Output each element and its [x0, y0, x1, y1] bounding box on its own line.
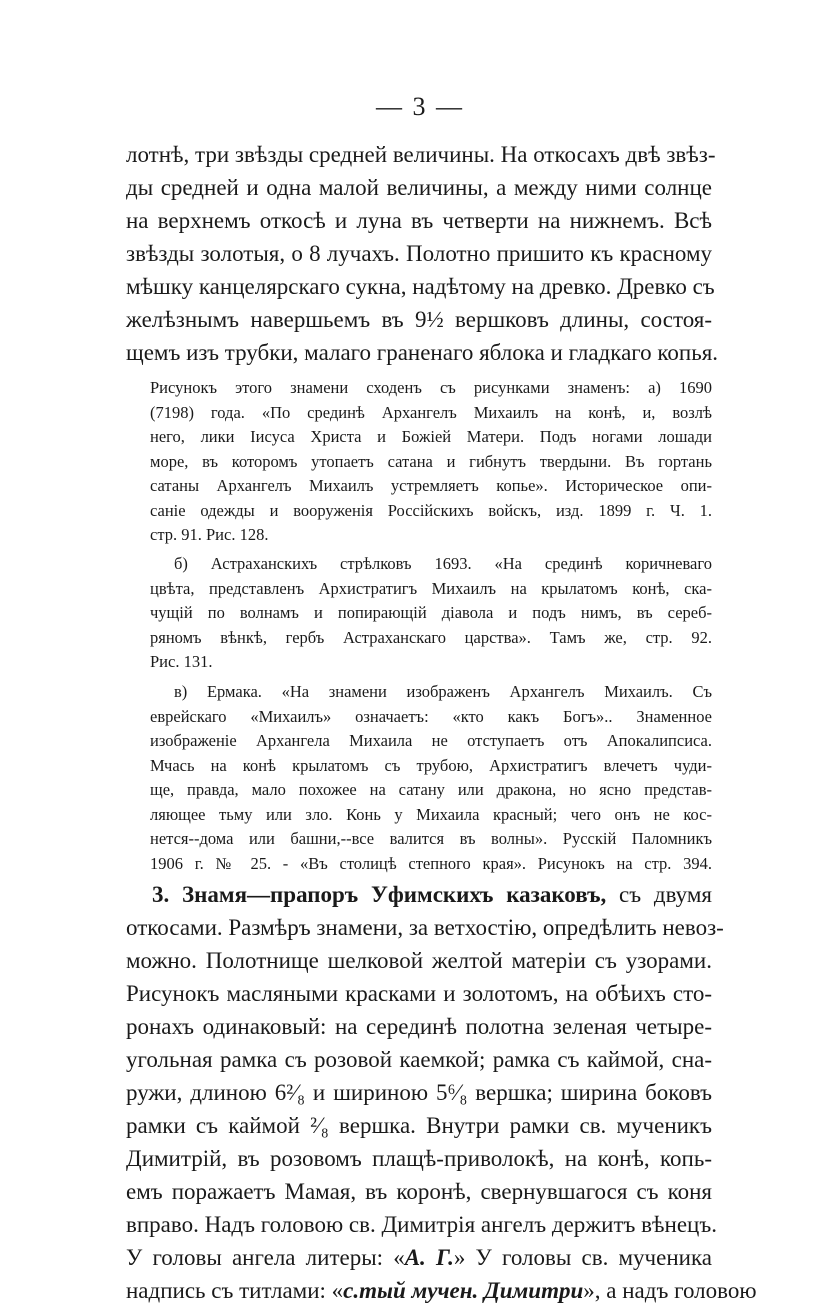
text-line: саніе одежды и вооруженія Россійскихъ войскъ, изд. 1899 г. Ч. 1.	[150, 500, 712, 520]
italic-letters: А. Г.	[404, 1245, 454, 1270]
text-line: ще, правда, мало похожее на сатану или дракона, но ясно представ-	[150, 780, 712, 799]
text-line: вправо. Надъ головою св. Димитрія ангелъ держитъ вѣнецъ.	[126, 1212, 717, 1237]
text-line: чущій по волнамъ и попирающій діавола и подъ нимъ, въ сереб-	[150, 603, 712, 622]
italic-inscription: с.тый мучен. Димитри	[343, 1278, 584, 1303]
text-line: в) Ермака. «На знамени изображенъ Архангелъ Михаилъ. Съ	[174, 682, 712, 701]
text-line: (7198) года. «По срединѣ Архангелъ Михаилъ на конѣ, и, возлѣ	[150, 402, 712, 422]
text-line: б) Астраханскихъ стрѣлковъ 1693. «На срединѣ коричневаго	[174, 554, 712, 573]
text-line: мѣшку канцелярскаго сукна, надѣтому на древко. Древко съ	[126, 274, 715, 299]
text-line: лотнѣ, три звѣзды средней величины. На откосахъ двѣ звѣз-	[126, 142, 716, 167]
text-line: желѣзнымъ навершьемъ въ 9½ вершковъ длины, состоя-	[126, 307, 712, 332]
text-line: море, въ которомъ утопаетъ сатана и гибнутъ твердыни. Въ гортань	[150, 451, 712, 471]
text-line: угольная рамка съ розовой каемкой; рамка съ каймой, сна-	[126, 1047, 712, 1072]
text-line: ружи, длиною 6²⁄₈ и шириною 5⁶⁄₈ вершка; ширина боковъ	[126, 1080, 712, 1105]
text-run: » У головы св. мученика	[453, 1245, 712, 1270]
text-line: него, лики Іисуса Христа и Божіей Матери. Подъ ногами лошади	[150, 427, 712, 446]
text-line: емъ поражаетъ Мамая, въ коронѣ, свернувшагося съ коня	[126, 1179, 712, 1204]
text-line: еврейскаго «Михаилъ» означаетъ: «кто какъ Богъ».. Знаменное	[150, 706, 712, 726]
text-line: стр. 91. Рис. 128.	[150, 525, 269, 544]
text-line: сатаны Архангелъ Михаилъ устремляетъ копье». Историческое опи-	[150, 476, 712, 495]
text-line: откосами. Размѣръ знамени, за ветхостію, опредѣлить невоз-	[126, 915, 724, 940]
heading-continuation: съ двумя	[619, 882, 713, 907]
text-line: ряномъ вѣнкѣ, гербъ Астраханскаго царства». Тамъ же, стр. 92.	[150, 627, 712, 647]
text-run: надпись съ титлами: «	[126, 1278, 344, 1303]
text-line: 1906 г. № 25. - «Въ столицѣ степного края». Рисунокъ на стр. 394.	[150, 853, 712, 873]
page-number: — 3 —	[376, 92, 464, 121]
text-line: рамки съ каймой ²⁄₈ вершка. Внутри рамки св. мученикъ	[126, 1113, 712, 1138]
text-run: У головы ангела литеры: «	[126, 1245, 405, 1270]
text-line: Димитрій, въ розовомъ плащѣ-приволокѣ, на конѣ, копь-	[126, 1146, 712, 1171]
paragraph-1	[126, 138, 719, 369]
section-heading: 3. Знамя—прапоръ Уфимскихъ казаковъ,	[152, 882, 607, 907]
text-line: щемъ изъ трубки, малаго граненаго яблока и гладкаго копья.	[126, 340, 719, 365]
footnote-c	[150, 680, 712, 876]
text-line: на верхнемъ откосѣ и луна въ четверти на нижнемъ. Всѣ	[126, 208, 712, 233]
text-line: можно. Полотнище шелковой желтой матеріи съ узорами.	[126, 948, 712, 973]
text-line: ды средней и одна малой величины, а между ними солнце	[126, 175, 712, 200]
text-line: Рисунокъ этого знамени сходенъ съ рисунками знаменъ: а) 1690	[150, 378, 712, 397]
text-line	[126, 878, 712, 911]
text-line	[126, 1241, 712, 1274]
text-line: Рисунокъ масляными красками и золотомъ, на обѣихъ сто-	[126, 981, 712, 1006]
paragraph-2	[126, 878, 757, 1307]
text-line: ронахъ одинаковый: на серединѣ полотна зеленая четыре-	[126, 1014, 712, 1039]
footnote-b	[150, 552, 712, 675]
text-line: ляющее тьму или зло. Конь у Михаила красный; чего онъ не кос-	[150, 804, 712, 824]
text-line: звѣзды золотыя, о 8 лучахъ. Полотно пришито къ красному	[126, 241, 712, 266]
text-line: Мчась на конѣ крылатомъ съ трубою, Архистратигъ влечетъ чуди-	[150, 755, 712, 775]
text-line: цвѣта, представленъ Архистратигъ Михаилъ на крылатомъ конѣ, ска-	[150, 578, 712, 598]
text-line: Рис. 131.	[150, 652, 213, 671]
text-run: », а надъ головою	[583, 1278, 757, 1303]
footnote-a	[150, 376, 712, 548]
text-line: нется--дома или башни,--все валится въ волны». Русскій Паломникъ	[150, 829, 712, 848]
text-line: изображеніе Архангела Михаила не отступаетъ отъ Апокалипсиса.	[150, 731, 712, 750]
text-line	[126, 1274, 757, 1307]
